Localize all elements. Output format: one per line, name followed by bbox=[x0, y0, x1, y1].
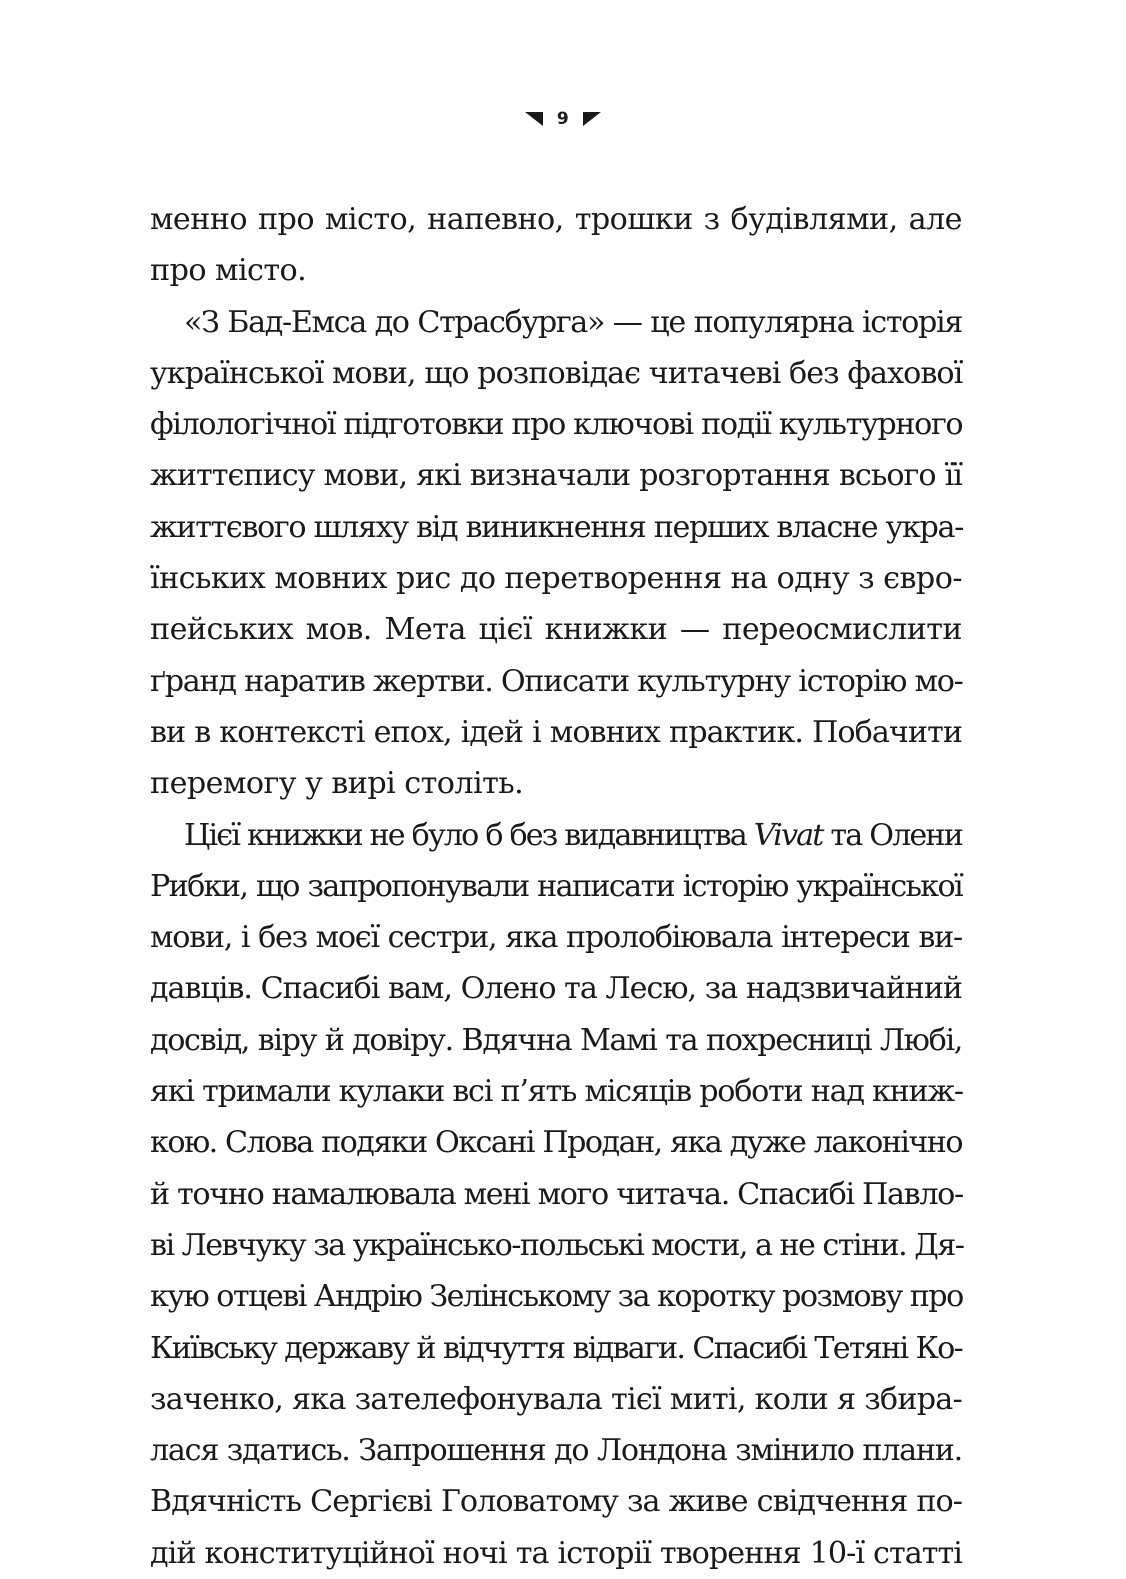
text-line: ґранд наратив жертви. Описати культурну історію мо- bbox=[150, 663, 963, 699]
text-line: давців. Спасибі вам, Олено та Лесю, за надзвичайний bbox=[150, 971, 962, 1007]
text-line: «З Бад-Емса до Страсбурга» — це популярна історія bbox=[184, 304, 962, 340]
text-line: Рибки, що запропонували написати історію української bbox=[150, 868, 962, 904]
text-line: кую отцеві Андрію Зелінському за коротку розмову про bbox=[150, 1279, 963, 1315]
text-line: кою. Слова подяки Оксані Продан, яка дуже лаконічно bbox=[150, 1125, 962, 1161]
text-line: перемогу у вирі століть. bbox=[150, 766, 524, 802]
text-line: ви в контексті епох, ідей і мовних практик. Побачити bbox=[150, 714, 962, 750]
text-line bbox=[150, 810, 962, 861]
page-folio bbox=[0, 104, 1126, 134]
body-text bbox=[150, 194, 962, 1579]
text-segment: та Олени bbox=[822, 817, 962, 853]
folio-left-triangle-icon bbox=[525, 112, 543, 126]
text-line: й точно намалювала мені мого читача. Спасибі Павло- bbox=[150, 1176, 963, 1212]
text-line: пейських мов. Мета цієї книжки — переосмислити bbox=[150, 612, 962, 648]
text-line: Вдячність Сергієві Головатому за живе свідчення по- bbox=[150, 1484, 962, 1520]
text-line: Київську державу й відчуття відваги. Спасибі Тетяні Ко- bbox=[150, 1330, 962, 1366]
text-line: ві Левчуку за українсько-польські мости, а не стіни. Дя- bbox=[150, 1227, 964, 1263]
text-line: про місто. bbox=[150, 253, 307, 289]
text-line: які тримали кулаки всі п’ять місяців роботи над книж- bbox=[150, 1074, 963, 1110]
text-line: життєвого шляху від виникнення перших власне укра- bbox=[150, 509, 963, 545]
folio-right-triangle-icon bbox=[583, 112, 601, 126]
text-line: дій конституційної ночі та історії творення 10-ї статті bbox=[150, 1535, 962, 1571]
text-line: лася здатись. Запрошення до Лондона змінило плани. bbox=[150, 1433, 962, 1469]
text-line: української мови, що розповідає читачеві без фахової bbox=[150, 355, 963, 391]
text-line: їнських мовних рис до перетворення на одну з євро- bbox=[150, 561, 962, 597]
text-line: філологічної підготовки про ключові події культурного bbox=[150, 407, 963, 443]
text-line: життєпису мови, які визначали розгортання всього її bbox=[150, 458, 962, 494]
text-line: досвід, віру й довіру. Вдячна Мамі та похресниці Любі, bbox=[150, 1022, 962, 1058]
text-line: заченко, яка зателефонувала тієї миті, коли я збира- bbox=[150, 1381, 962, 1417]
page-number: 9 bbox=[556, 108, 570, 129]
publisher-name: Vivat bbox=[753, 817, 823, 853]
text-line: менно про місто, напевно, трошки з будівлями, але bbox=[150, 202, 962, 237]
text-line: мови, і без моєї сестри, яка пролобіювала інтереси ви- bbox=[150, 920, 962, 956]
text-segment: Цієї книжки не було б без видавництва bbox=[184, 817, 754, 853]
